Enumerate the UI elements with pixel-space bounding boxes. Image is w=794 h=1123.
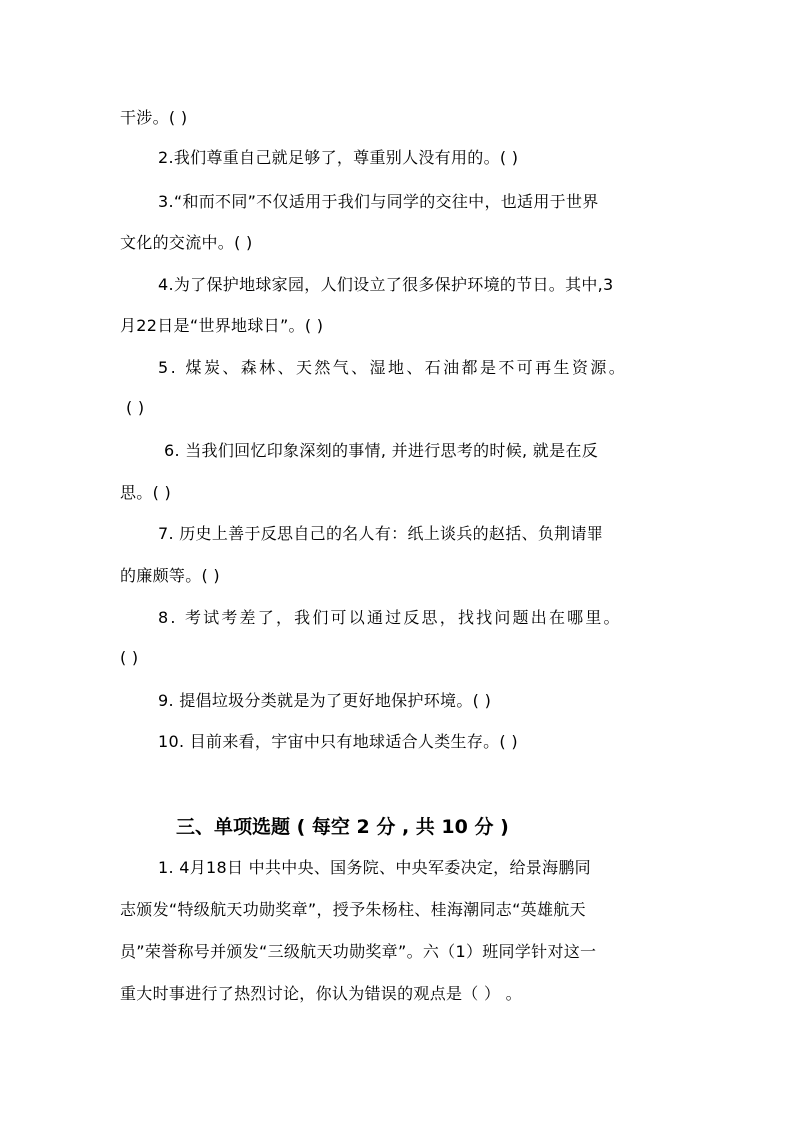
item-2-line-1: 2.我们尊重自己就足够了，尊重别人没有用的。( ) xyxy=(158,148,519,167)
item-7-line-1: 7. 历史上善于反思自己的名人有：纸上谈兵的赵括、负荆请罪 xyxy=(158,524,604,543)
question-1-line-3: 员”荣誉称号并颁发“三级航天功勋奖章”。六（1）班同学针对这一 xyxy=(120,942,597,961)
item-3-line-1: 3.“和而不同”不仅适用于我们与同学的交往中，也适用于世界 xyxy=(158,192,599,211)
item-5-line-1: 5. 煤炭、森林、天然气、湿地、石油都是不可再生资源。 xyxy=(158,358,628,377)
question-1-line-4: 重大时事进行了热烈讨论，你认为错误的观点是（ ） 。 xyxy=(120,984,522,1003)
question-1-line-1: 1. 4月18日 中共中央、国务院、中央军委决定，给景海鹏同 xyxy=(158,858,591,877)
item-1-continuation: 干涉。( ) xyxy=(120,108,188,127)
item-9-line-1: 9. 提倡垃圾分类就是为了更好地保护环境。( ) xyxy=(158,691,492,710)
item-8-line-1: 8. 考试考差了，我们可以通过反思，找找问题出在哪里。 xyxy=(158,608,622,627)
item-6-line-2: 思。( ) xyxy=(120,483,172,502)
item-7-line-2: 的廉颇等。( ) xyxy=(120,566,220,585)
question-1-line-2: 志颁发“特级航天功勋奖章”，授予朱杨柱、桂海潮同志“英雄航天 xyxy=(120,900,586,919)
item-10-line-1: 10. 目前来看，宇宙中只有地球适合人类生存。( ) xyxy=(158,732,518,751)
item-6-line-1: 6. 当我们回忆印象深刻的事情, 并进行思考的时候, 就是在反 xyxy=(164,441,598,460)
section-3-heading: 三、单项选题 ( 每空 2 分 , 共 10 分 ) xyxy=(176,816,509,838)
item-5-line-2: ( ) xyxy=(126,398,145,417)
item-3-line-2: 文化的交流中。( ) xyxy=(120,233,253,252)
item-4-line-1: 4.为了保护地球家园，人们设立了很多保护环境的节日。其中,3 xyxy=(158,275,614,294)
item-8-line-2: ( ) xyxy=(120,648,139,667)
item-4-line-2: 月22日是“世界地球日”。( ) xyxy=(120,316,324,335)
